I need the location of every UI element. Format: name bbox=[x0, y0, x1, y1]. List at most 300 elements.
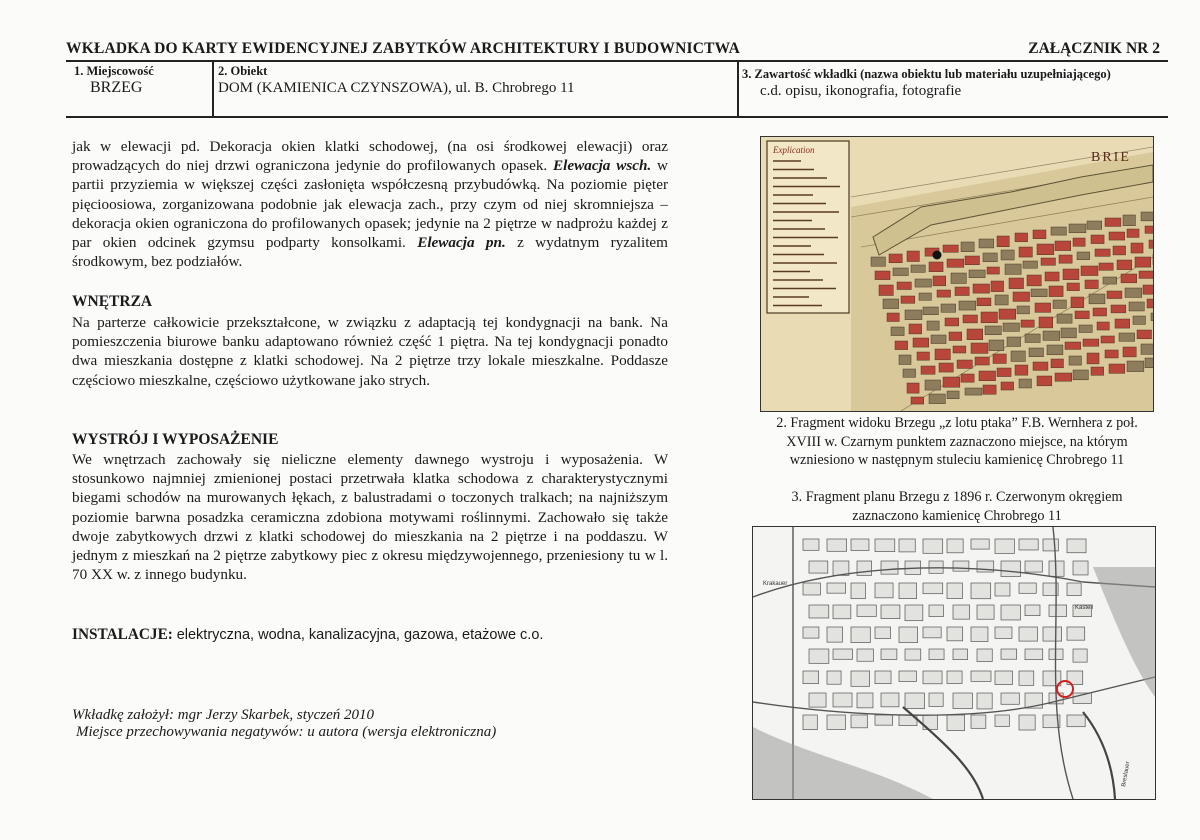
roof-block bbox=[1119, 333, 1135, 341]
roof-block bbox=[973, 284, 990, 293]
roof-block bbox=[989, 340, 1004, 351]
roof-block bbox=[975, 357, 989, 365]
roof-block bbox=[1057, 314, 1072, 323]
roof-block bbox=[929, 262, 943, 272]
roof-block bbox=[1009, 278, 1023, 289]
roof-block bbox=[1051, 359, 1063, 368]
roof-block bbox=[931, 335, 946, 344]
header-bottom-rule bbox=[66, 116, 1168, 118]
plan-block bbox=[1067, 539, 1086, 553]
interiors-line: kondygnacji ponadto dwa mieszkania dostępne z klatki schodowej. Na 2 piętrze trzy bbox=[72, 333, 668, 370]
roof-block bbox=[1081, 266, 1098, 276]
roof-block bbox=[961, 242, 974, 252]
decor-line: stosunkowo najmniej zmienionej postaci przetrwała klatka schodowa z bbox=[72, 470, 534, 488]
roof-block bbox=[1151, 313, 1153, 321]
intro-line: w partii przyziemia w większej części zasłonięta współczesną przybudówką. Na bbox=[72, 157, 668, 194]
roof-block bbox=[893, 268, 908, 276]
roof-block bbox=[1149, 240, 1153, 248]
roof-block bbox=[1069, 224, 1086, 233]
plan-block bbox=[923, 539, 943, 553]
field-place-label: 1. Miejscowość bbox=[74, 64, 154, 78]
roof-block bbox=[1037, 376, 1052, 386]
roof-block bbox=[955, 287, 969, 296]
birdseye-black-marker bbox=[933, 251, 942, 260]
roof-block bbox=[919, 293, 931, 300]
roof-block bbox=[1019, 247, 1032, 257]
interiors-line: Na parterze całkowicie przekształcone, w związku z adaptacją tej kondygnacji na bbox=[72, 314, 603, 331]
plan-block bbox=[1067, 715, 1085, 727]
birdseye-legend-title: Explication bbox=[773, 145, 815, 155]
plan-block bbox=[1073, 649, 1087, 662]
roof-block bbox=[1139, 271, 1153, 278]
roof-block bbox=[987, 267, 999, 274]
decor-line: innego budynku. bbox=[144, 566, 247, 584]
plan-block bbox=[1019, 715, 1035, 730]
roof-block bbox=[1115, 319, 1130, 328]
roof-block bbox=[1123, 215, 1135, 226]
plan-block bbox=[803, 671, 819, 684]
roof-block bbox=[1093, 308, 1107, 316]
roof-block bbox=[961, 374, 974, 382]
roof-block bbox=[907, 251, 919, 262]
roof-block bbox=[1007, 337, 1021, 346]
roof-block bbox=[1079, 325, 1092, 332]
roof-block bbox=[1025, 334, 1040, 342]
roof-block bbox=[1091, 367, 1104, 375]
plan-block bbox=[947, 539, 963, 553]
roof-block bbox=[971, 343, 988, 353]
roof-block bbox=[1121, 274, 1137, 283]
plan-block bbox=[881, 561, 898, 574]
roof-block bbox=[1017, 306, 1029, 314]
plan-block bbox=[803, 715, 817, 730]
plan-block bbox=[971, 715, 986, 728]
roof-block bbox=[945, 318, 959, 326]
roof-block bbox=[935, 349, 950, 360]
figure2-caption-line: XVIII w. Czarnym punktem zaznaczono miejsce, na którym bbox=[786, 433, 1128, 450]
plan-block bbox=[875, 627, 890, 638]
roof-block bbox=[887, 313, 899, 321]
roof-block bbox=[1085, 280, 1098, 289]
roof-block bbox=[1013, 292, 1030, 301]
plan-block bbox=[953, 693, 972, 709]
plan-block bbox=[827, 627, 842, 642]
plan-block bbox=[929, 649, 944, 660]
roof-block bbox=[907, 383, 919, 393]
plan-block bbox=[899, 671, 916, 681]
roof-block bbox=[1033, 362, 1048, 370]
plan-block bbox=[881, 649, 897, 659]
roof-block bbox=[1033, 230, 1046, 239]
plan-block bbox=[833, 561, 849, 575]
figure3-caption-line: 3. Fragment planu Brzegu z 1896 r. Czerwonym okręgiem bbox=[791, 489, 1123, 505]
plan-block bbox=[1025, 649, 1043, 660]
plan-block bbox=[833, 693, 852, 707]
plan-block bbox=[875, 539, 895, 552]
interiors-line: lokale mieszkalne. Poddasze częściowo mieszkalne, częściowo użytkowane jako bbox=[72, 352, 668, 389]
roof-block bbox=[969, 270, 985, 278]
plan-block bbox=[1019, 627, 1037, 641]
plan-block bbox=[953, 561, 969, 571]
roof-block bbox=[1147, 299, 1153, 308]
plan-block bbox=[1001, 649, 1017, 659]
roof-block bbox=[1133, 316, 1145, 324]
plan-block bbox=[929, 693, 943, 706]
plan-block bbox=[971, 627, 988, 641]
roof-block bbox=[953, 346, 966, 353]
plan-block bbox=[1019, 539, 1038, 550]
installations-value: elektryczna, wodna, kanalizacyjna, gazowa, etażowe c.o. bbox=[176, 627, 544, 643]
plan-block bbox=[875, 715, 893, 725]
intro-emphasis: Elewacja bbox=[553, 157, 611, 175]
plan-block bbox=[1019, 583, 1036, 593]
intro-emphasis: wsch. bbox=[616, 157, 652, 175]
roof-block bbox=[1045, 272, 1059, 281]
plan-block bbox=[875, 583, 893, 598]
plan-block bbox=[1001, 605, 1020, 620]
annex-number: ZAŁĄCZNIK NR 2 bbox=[1028, 40, 1160, 57]
plan-block bbox=[971, 539, 989, 549]
installations-heading: INSTALACJE: bbox=[72, 626, 173, 643]
city-plan-label: Krakauer bbox=[763, 581, 788, 587]
plan-block bbox=[881, 605, 900, 619]
roof-block bbox=[1065, 342, 1081, 349]
plan-block bbox=[977, 649, 992, 662]
roof-block bbox=[1099, 263, 1113, 270]
roof-block bbox=[983, 385, 996, 394]
plan-block bbox=[803, 583, 820, 595]
roof-block bbox=[1037, 244, 1054, 255]
plan-block bbox=[827, 583, 846, 593]
plan-block bbox=[899, 583, 917, 599]
roof-block bbox=[985, 326, 1001, 335]
roof-block bbox=[891, 327, 904, 336]
roof-block bbox=[963, 315, 977, 323]
roof-block bbox=[1117, 260, 1132, 270]
plan-block bbox=[875, 671, 891, 684]
birdseye-legend-box bbox=[767, 141, 849, 313]
plan-block bbox=[851, 715, 867, 728]
decor-line: motywami roślinnymi. Zachowało się także dwoje zabytkowych drzwi z klatki bbox=[72, 508, 669, 545]
roof-block bbox=[1021, 320, 1034, 327]
roof-block bbox=[915, 279, 931, 287]
plan-block bbox=[1043, 627, 1062, 641]
roof-block bbox=[947, 259, 964, 267]
plan-block bbox=[995, 671, 1012, 685]
plan-block bbox=[995, 583, 1010, 596]
plan-block bbox=[995, 539, 1014, 553]
roof-block bbox=[1053, 300, 1066, 308]
roof-block bbox=[1145, 358, 1153, 368]
plan-block bbox=[971, 671, 991, 681]
interiors-paragraph bbox=[72, 313, 668, 390]
roof-block bbox=[1123, 347, 1136, 357]
roof-block bbox=[939, 363, 953, 372]
plan-block bbox=[827, 539, 847, 551]
plan-block bbox=[809, 693, 826, 707]
roof-block bbox=[903, 369, 916, 377]
plan-block bbox=[1019, 671, 1034, 685]
roof-block bbox=[1089, 294, 1105, 304]
roof-block bbox=[947, 391, 959, 399]
roof-block bbox=[1055, 241, 1071, 251]
installations-line bbox=[72, 626, 543, 644]
intro-line: prowadzących do niej drzwi ograniczona jedynie do profilowanych opasek. bbox=[72, 157, 548, 175]
roof-block bbox=[1043, 331, 1060, 340]
roof-block bbox=[1109, 232, 1125, 240]
roof-block bbox=[943, 245, 958, 252]
roof-block bbox=[1001, 382, 1014, 390]
plan-block bbox=[1025, 605, 1040, 616]
plan-block bbox=[1043, 539, 1058, 551]
roof-block bbox=[1035, 303, 1051, 312]
roof-block bbox=[897, 282, 911, 290]
interiors-line: strych. bbox=[389, 371, 431, 389]
roof-block bbox=[1071, 297, 1084, 308]
roof-block bbox=[1073, 238, 1085, 246]
interiors-line: bank. Na pomieszczenia biurowe banku adaptowano również część 1 piętra. Na tej bbox=[72, 314, 669, 351]
figure-birdseye-view bbox=[760, 136, 1154, 412]
field-object-label: 2. Obiekt bbox=[218, 64, 268, 78]
plan-block bbox=[1025, 561, 1042, 572]
intro-line: jak w elewacji pd. Dekoracja okien klatki schodowej, (na osi środkowej elewacji) oraz bbox=[72, 138, 668, 155]
plan-block bbox=[1001, 693, 1019, 704]
plan-block bbox=[947, 583, 962, 599]
roof-block bbox=[1129, 302, 1144, 311]
roof-block bbox=[917, 352, 929, 360]
roof-block bbox=[895, 341, 908, 350]
plan-block bbox=[995, 627, 1012, 638]
roof-block bbox=[911, 265, 925, 272]
header-top-rule bbox=[66, 60, 1168, 62]
roof-block bbox=[1011, 351, 1025, 361]
plan-block bbox=[905, 605, 923, 621]
roof-block bbox=[1069, 356, 1081, 365]
plan-block bbox=[899, 539, 915, 552]
roof-block bbox=[1087, 353, 1099, 364]
roof-block bbox=[965, 388, 982, 395]
plan-block bbox=[995, 715, 1009, 726]
roof-block bbox=[871, 257, 885, 266]
intro-emphasis: Elewacja pn. bbox=[417, 234, 506, 252]
roof-block bbox=[1141, 344, 1153, 354]
roof-block bbox=[1031, 289, 1047, 297]
roof-block bbox=[1073, 370, 1088, 380]
roof-block bbox=[995, 295, 1008, 305]
roof-block bbox=[1075, 311, 1089, 319]
plan-block bbox=[803, 627, 819, 638]
intro-paragraph bbox=[72, 137, 668, 271]
plan-block bbox=[833, 649, 853, 659]
document-title: WKŁADKA DO KARTY EWIDENCYJNEJ ZABYTKÓW ARCHITEKTURY I BUDOWNICTWA bbox=[66, 40, 741, 57]
figure3-caption bbox=[752, 488, 1162, 525]
roof-block bbox=[1001, 250, 1014, 260]
author-line: Wkładkę założył: mgr Jerzy Skarbek, styczeń 2010 bbox=[72, 707, 374, 723]
roof-block bbox=[927, 321, 939, 330]
roof-block bbox=[981, 312, 997, 323]
roof-block bbox=[923, 307, 938, 315]
roof-block bbox=[1047, 345, 1063, 355]
roof-block bbox=[997, 236, 1009, 247]
decor-line: schodowej do mieszkania na 2 piętrze i na poddaszu. W jednym z mieszkań na 2 bbox=[72, 527, 669, 565]
roof-block bbox=[1019, 379, 1031, 388]
plan-block bbox=[1001, 561, 1021, 576]
roof-block bbox=[979, 239, 994, 248]
intro-line: na 2 piętrze w nadprożu każdej z par okien odcinek gzymsu podparty konsolkami. bbox=[72, 214, 668, 252]
plan-block bbox=[977, 693, 992, 709]
plan-block bbox=[899, 627, 918, 643]
storage-line: Miejsce przechowywania negatywów: u autora (wersja elektroniczna) bbox=[76, 724, 497, 740]
figure2-caption-line: wzniesiono w następnym stuleciu kamienicę Chrobrego 11 bbox=[789, 452, 1125, 468]
roof-block bbox=[933, 276, 946, 286]
roof-block bbox=[1135, 257, 1151, 267]
plan-block bbox=[857, 693, 873, 708]
roof-block bbox=[929, 394, 945, 404]
roof-block bbox=[905, 310, 922, 320]
roof-block bbox=[991, 281, 1004, 292]
city-plan-label: Breslauer bbox=[1121, 761, 1132, 788]
roof-block bbox=[951, 273, 966, 283]
plan-block bbox=[953, 605, 970, 619]
plan-block bbox=[905, 649, 921, 660]
plan-block bbox=[881, 693, 899, 707]
roof-block bbox=[1087, 221, 1102, 229]
plan-block bbox=[857, 561, 872, 575]
figure2-caption-line: 2. Fragment widoku Brzegu „z lotu ptaka” F.B. Wernhera z poł. bbox=[776, 415, 1138, 431]
roof-block bbox=[925, 380, 941, 390]
roof-block bbox=[1111, 305, 1126, 313]
plan-block bbox=[809, 561, 828, 573]
roof-block bbox=[909, 324, 922, 334]
roof-block bbox=[911, 397, 924, 404]
plan-block bbox=[929, 605, 943, 617]
plan-block bbox=[809, 649, 829, 663]
roof-block bbox=[1051, 227, 1066, 235]
roof-block bbox=[1105, 350, 1118, 358]
decor-line: toczonych tralkach; na najniższym poziomie barwna posadzka ceramiczna zdobiona bbox=[72, 489, 669, 526]
field-content-value: c.d. opisu, ikonografia, fotografie bbox=[760, 83, 962, 99]
plan-block bbox=[827, 715, 845, 729]
plan-block bbox=[977, 605, 994, 619]
roof-block bbox=[901, 296, 915, 303]
roof-block bbox=[883, 299, 899, 309]
decor-line: charakterystycznymi biegami schodów na murowanych łękach, z balustradami o bbox=[72, 470, 668, 507]
intro-line: od niej skromniejsza – dekoracja okien ograniczona do profilowanych opasek; jedynie bbox=[72, 195, 668, 232]
plan-block bbox=[1067, 583, 1081, 596]
roof-block bbox=[997, 368, 1011, 377]
roof-block bbox=[879, 285, 893, 295]
roof-block bbox=[1137, 330, 1151, 339]
roof-block bbox=[1091, 235, 1104, 244]
plan-block bbox=[923, 583, 943, 594]
roof-block bbox=[1103, 277, 1117, 284]
roof-block bbox=[1083, 339, 1099, 346]
plan-block bbox=[851, 539, 869, 551]
roof-block bbox=[1023, 261, 1037, 268]
roof-block bbox=[921, 366, 935, 374]
roof-block bbox=[1027, 275, 1041, 286]
roof-block bbox=[1039, 317, 1053, 328]
roof-block bbox=[983, 253, 997, 262]
roof-block bbox=[875, 271, 890, 280]
interiors-heading: WNĘTRZA bbox=[72, 293, 153, 310]
birdseye-drawing bbox=[761, 137, 1153, 411]
roof-block bbox=[993, 354, 1006, 363]
roof-block bbox=[977, 298, 991, 306]
roof-block bbox=[1059, 255, 1072, 263]
roof-block bbox=[1063, 269, 1079, 280]
decor-heading: WYSTRÓJ I WYPOSAŻENIE bbox=[72, 431, 279, 448]
roof-block bbox=[1029, 348, 1043, 357]
roof-block bbox=[943, 377, 960, 387]
plan-block bbox=[851, 627, 870, 643]
roof-block bbox=[1109, 364, 1125, 373]
plan-block bbox=[809, 605, 829, 618]
plan-block bbox=[947, 715, 965, 731]
roof-block bbox=[959, 301, 976, 310]
roof-block bbox=[1131, 243, 1143, 253]
plan-block bbox=[851, 671, 870, 686]
roof-block bbox=[1005, 264, 1021, 274]
roof-block bbox=[1113, 246, 1126, 255]
field-place-value: BRZEG bbox=[90, 79, 143, 96]
roof-block bbox=[1141, 212, 1153, 221]
roof-block bbox=[957, 360, 972, 368]
roof-block bbox=[999, 309, 1016, 319]
field-object-value: DOM (KAMIENICA CZYNSZOWA), ul. B. Chrobrego 11 bbox=[218, 80, 575, 96]
plan-block bbox=[923, 671, 942, 684]
plan-block bbox=[923, 627, 941, 638]
roof-block bbox=[1095, 249, 1110, 256]
roof-block bbox=[1077, 252, 1090, 260]
plan-block bbox=[953, 649, 967, 660]
roof-block bbox=[1145, 226, 1153, 233]
roof-block bbox=[1067, 283, 1079, 291]
city-plan-drawing bbox=[753, 527, 1155, 799]
plan-block bbox=[803, 539, 819, 550]
city-plan-label: Kastell bbox=[1075, 605, 1094, 611]
intro-line: z wydatnym ryzalitem środkowym, bez podziałów. bbox=[72, 234, 668, 271]
decor-line: We wnętrzach zachowały się nieliczne elementy dawnego wystroju i wyposażenia. W bbox=[72, 451, 668, 468]
plan-block bbox=[857, 649, 873, 661]
plan-block bbox=[1073, 561, 1088, 575]
roof-block bbox=[889, 254, 902, 263]
roof-block bbox=[1125, 288, 1142, 297]
roof-block bbox=[979, 371, 996, 381]
plan-block bbox=[851, 583, 865, 599]
roof-block bbox=[1041, 258, 1055, 265]
decor-line: piętrze zabytkowy piec z okresu międzywojennego, przeniesiony tu w l. 70 XX w. z bbox=[72, 547, 669, 584]
roof-block bbox=[1061, 328, 1076, 338]
roof-block bbox=[1143, 285, 1153, 294]
roof-block bbox=[913, 338, 929, 347]
plan-block bbox=[833, 605, 851, 619]
field-content-label: 3. Zawartość wkładki (nazwa obiektu lub materiału uzupełniającego) bbox=[742, 67, 1111, 81]
plan-block bbox=[971, 583, 991, 599]
plan-block bbox=[827, 671, 841, 684]
birdseye-inscription: BRIE bbox=[1091, 150, 1131, 165]
plan-block bbox=[857, 605, 876, 616]
plan-block bbox=[1049, 605, 1067, 616]
figure-city-plan bbox=[752, 526, 1156, 800]
header-divider-1 bbox=[212, 60, 214, 118]
figure3-caption-line: zaznaczono kamienicę Chrobrego 11 bbox=[852, 507, 1062, 524]
roof-block bbox=[937, 290, 951, 297]
roof-block bbox=[1003, 323, 1019, 331]
header-divider-2 bbox=[737, 60, 739, 118]
roof-block bbox=[965, 256, 979, 265]
roof-block bbox=[1127, 229, 1139, 237]
